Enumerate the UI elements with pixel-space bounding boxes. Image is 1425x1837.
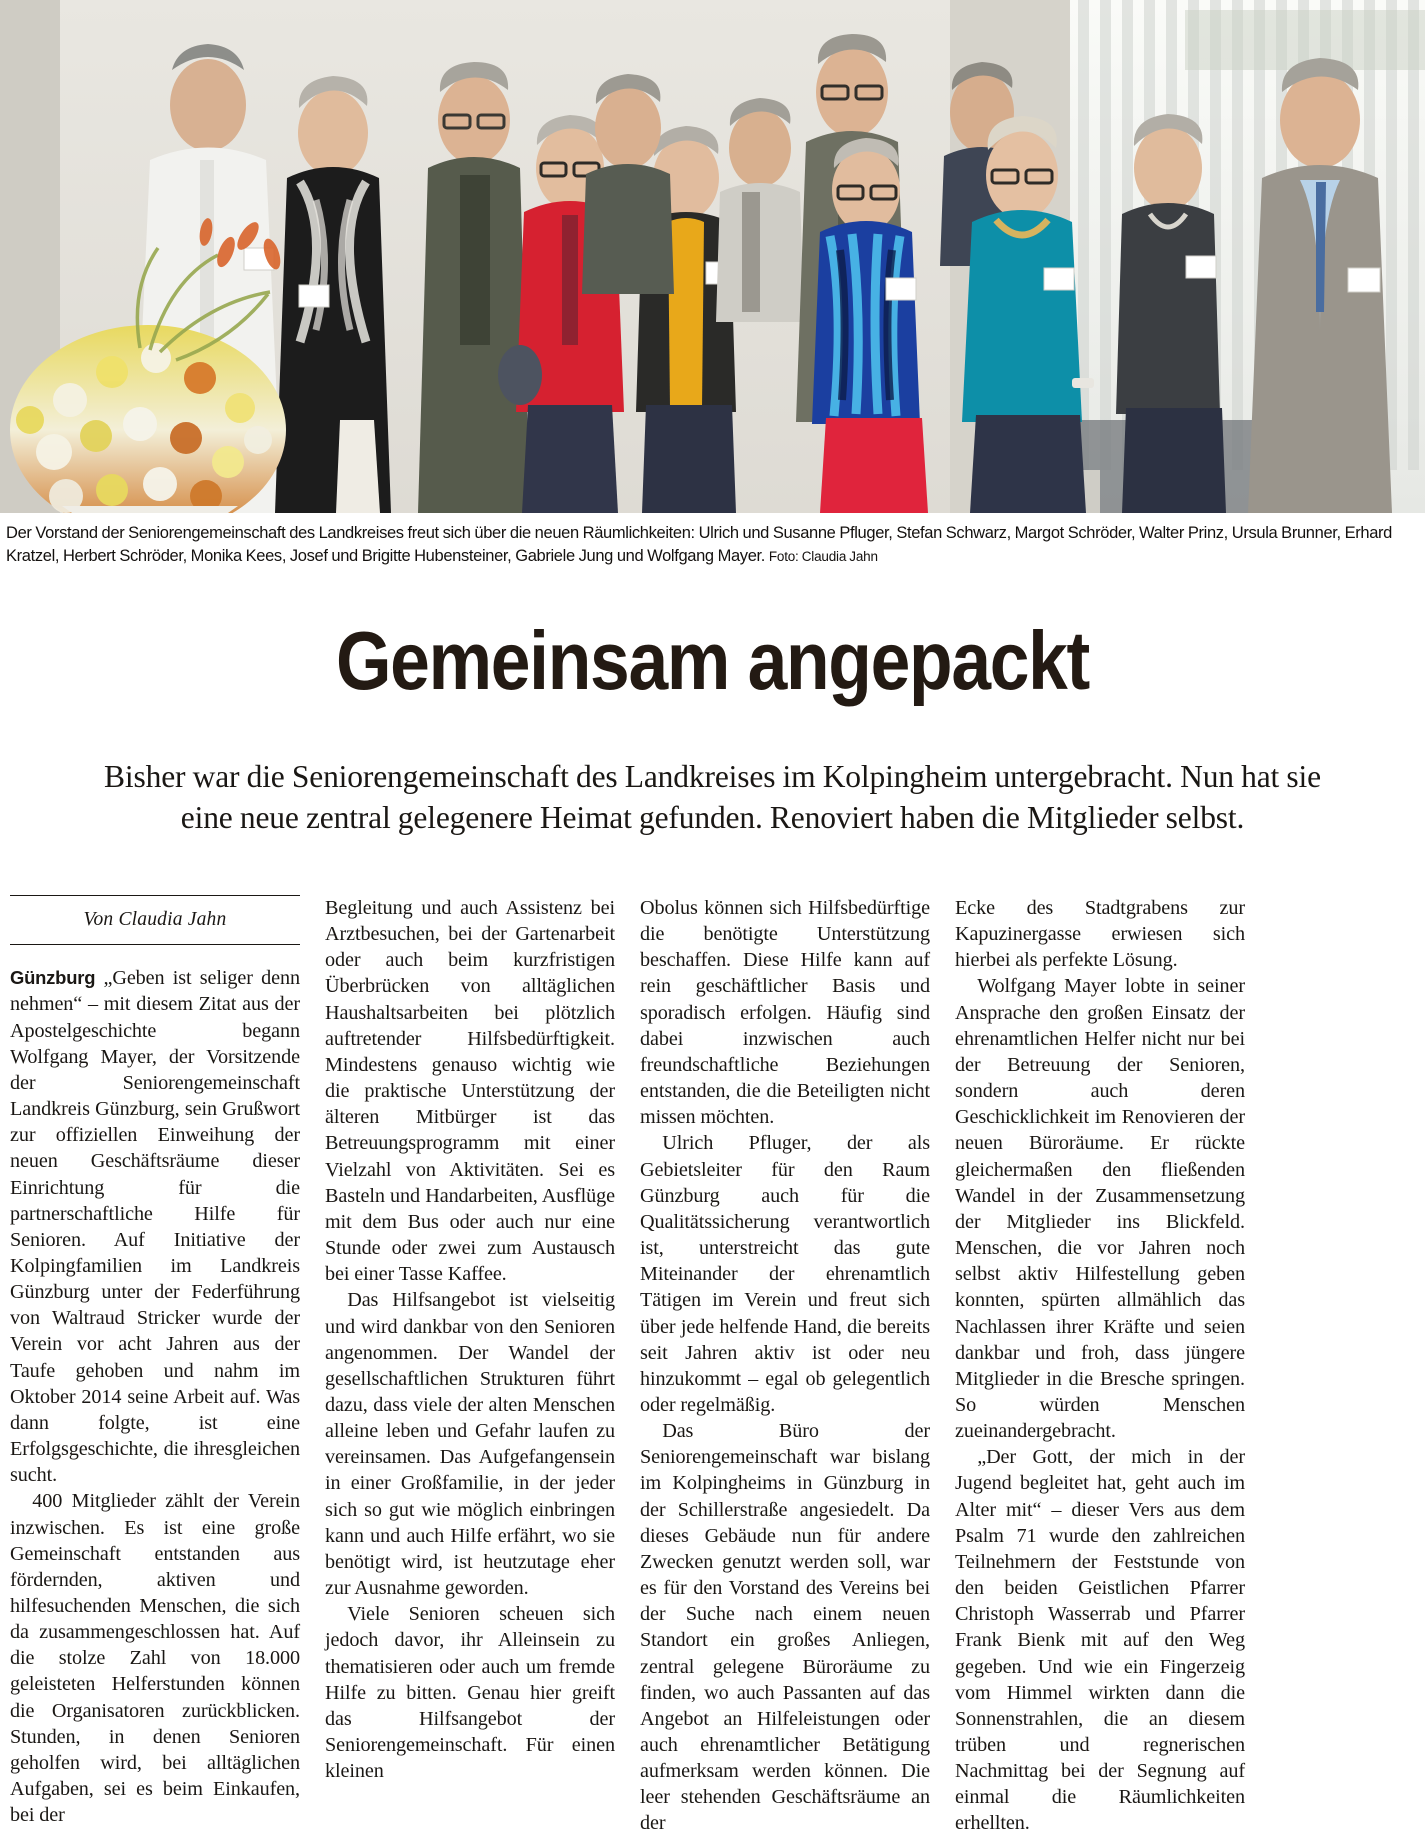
body-column-1 [10,895,300,1837]
paragraph: Viele Senioren scheuen sich jedoch davor, ihr Alleinsein zu thematisieren oder auch um fremde Hilfe zu bitten. Genau hier greift das Hilfsangebot der Seniorengemeinschaft. Für einen kleinen [325,1603,615,1783]
article-body [10,895,1415,1837]
paragraph: Obolus können sich Hilfsbedürftige die benötigte Unterstützung beschaffen. Diese Hilfe kann auf rein geschäftlicher Basis und sporadisch erfolgen. Häufig sind dabei inzwischen auch freundschaftliche Beziehungen entstanden, die die Beteiligten nicht missen möchten. [640,897,930,1129]
paragraph: Das Hilfsangebot ist vielseitig und wird dankbar von den Senioren angenommen. Der Wandel der gesellschaftlichen Strukturen führt dazu, dass viele der alten Menschen alleine leben und Gefahr laufen zu vereinsamen. Das Aufgefangensein in einer Großfamilie, in der jeder sich so gut wie möglich einbringen kann und auch Hilfe erfährt, wo sie benötigt wird, ist heutzutage eher zur Ausnahme geworden. [325,1289,615,1600]
photo-caption [0,513,1425,575]
paragraph: Begleitung und auch Assistenz bei Arztbesuchen, bei der Gartenarbeit oder auch beim kurzfristigen Überbrücken von alltäglichen Haushaltsarbeiten bei plötzlich auftretender Hilfsbedürftigkeit. Mindestens genauso wichtig wie die praktische Unterstützung der älteren Mitbürger ist das Betreuungsprogramm mit einer Vielzahl von Aktivitäten. Sei es Basteln und Handarbeiten, Ausflüge mit dem Bus oder auch nur eine Stunde oder zwei zum Austausch bei einer Tasse Kaffee. [325,897,615,1286]
photo-credit: Foto: Claudia Jahn [768,549,878,565]
byline: Von Claudia Jahn [10,895,300,945]
paragraph: Ecke des Stadtgrabens zur Kapuzinergasse erwiesen sich hierbei als perfekte Lösung. [955,897,1245,972]
paragraph: Das Büro der Seniorengemeinschaft war bislang im Kolpingheims in Günzburg in der Schillerstraße angesiedelt. Da dieses Gebäude nun für andere Zwecken genutzt werden soll, war es für den Vorstand des Vereins bei der Suche nach einem neuen Standort ein großes Anliegen, zentral gelegene Büroräume zu finden, wo auch Passanten auf das Angebot an Hilfeleistungen oder auch ehrenamtlicher Betätigung aufmerksam werden können. Die leer stehenden Geschäftsräume an der [640,1420,930,1835]
caption-text: Der Vorstand der Seniorengemeinschaft des Landkreises freut sich über die neuen Räumlichkeiten: Ulrich und Susanne Pfluger, Stefan Schwarz, Margot Schröder, Walter Prinz, Ursula Brunner, Erhard Kratzel, Herbert Schröder, Monika Kees, Josef und Brigitte Hubensteiner, Gabriele Jung und Wolfgang Mayer. [6,524,1393,566]
paragraph: 400 Mitglieder zählt der Verein inzwischen. Es ist eine große Gemeinschaft entstanden aus fördernden, aktiven und hilfesuchenden Menschen, die sich da zusammengeschlossen hat. Auf die stolze Zahl von 18.000 geleisteten Helferstunden können die Organisatoren zurückblicken. Stunden, in denen Senioren geholfen wird, bei alltäglichen Aufgaben, sei es beim Einkaufen, bei der [10,1490,300,1827]
body-column-2 [325,895,615,1837]
dateline: Günzburg [10,967,96,989]
paragraph-text: „Geben ist seliger denn nehmen“ – mit diesem Zitat aus der Apostelgeschichte begann Wolfgang Mayer, der Vorsitzende der Seniorengemeinschaft Landkreis Günzburg, sein Grußwort zur offiziellen Einweihung der neuen Geschäftsräume dieser Einrichtung für die partnerschaftliche Hilfe für Senioren. Auf Initiative der Kolpingfamilien im Landkreis Günzburg unter der Federführung von Waltraud Stricker wurde der Verein vor acht Jahren aus der Taufe gehoben und nahm im Oktober 2014 seine Arbeit auf. Was dann folgte, ist eine Erfolgsgeschichte, die ihresgleichen sucht. [10,967,300,1487]
article-photo [0,0,1425,513]
body-column-3 [640,895,930,1837]
group-photo-illustration [0,0,1425,513]
paragraph: „Der Gott, der mich in der Jugend begleitet hat, geht auch im Alter mit“ – dieser Vers aus dem Psalm 71 wurde den zahlreichen Teilnehmern der Feststunde von den beiden Geistlichen Pfarrer Christoph Wasserrab und Pfarrer Frank Bienk mit auf den Weg gegeben. Und wie ein Fingerzeig vom Himmel wirkten dann die Sonnenstrahlen, die an diesem trüben und regnerischen Nachmittag bei der Segnung auf einmal die Räumlichkeiten erhellten. [955,1446,1245,1835]
paragraph: Ulrich Pfluger, der als Gebietsleiter für den Raum Günzburg auch für die Qualitätssicherung verantwortlich ist, unterstreicht das gute Miteinander der ehrenamtlich Tätigen im Verein und freut sich über jede helfende Hand, die bereits seit Jahren aktiv ist oder neu hinzukommt – egal ob gelegentlich oder regelmäßig. [640,1132,930,1416]
paragraph [10,965,300,1488]
paragraph: Wolfgang Mayer lobte in seiner Ansprache den großen Einsatz der ehrenamtlichen Helfer nicht nur bei der Betreuung der Senioren, sondern auch deren Geschicklichkeit im Renovieren der neuen Büroräume. Er rückte gleichermaßen den fließenden Wandel in der Zusammensetzung der Mitglieder ins Blickfeld. Menschen, die vor Jahren noch selbst aktiv Hilfestellung geben konnten, spürten allmählich das Nachlassen ihrer Kräfte und seien dankbar und froh, dass jüngere Mitglieder in die Bresche springen. So würden Menschen zueinandergebracht. [955,975,1245,1443]
article-headline: Gemeinsam angepackt [335,613,1090,707]
body-column-4 [955,895,1245,1837]
article-subhead: Bisher war die Seniorengemeinschaft des Landkreises im Kolpingheim untergebracht. Nun hat sie eine neue zentral gelegenere Heimat gefunden. Renoviert haben die Mitglieder selbst. [104,759,1321,836]
